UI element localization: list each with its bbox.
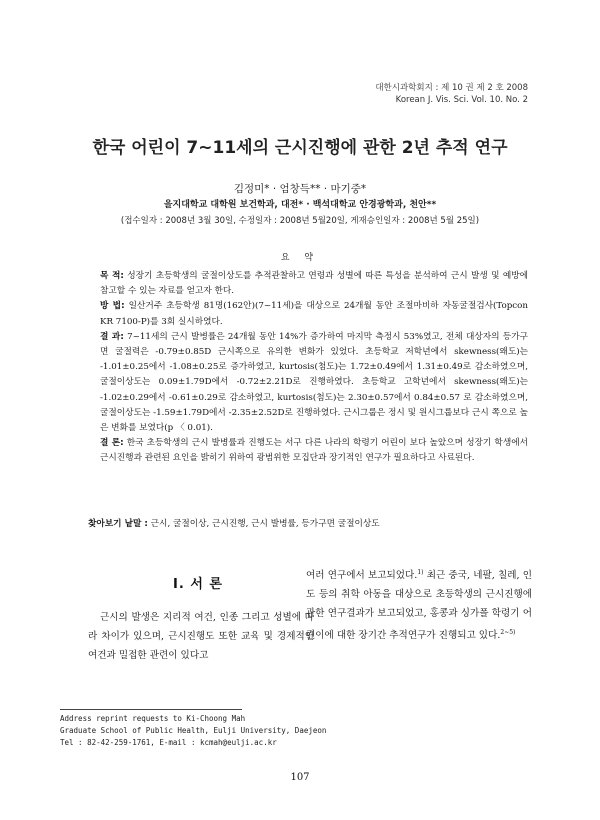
intro-right-text-1: 여러 연구에서 보고되었다. <box>306 570 418 582</box>
abstract <box>88 269 528 467</box>
method-text: 일산거주 초등학생 81명(162안)(7~11세)을 대상으로 24개월 동안 조절마비하 자동굴절검사(Topcon KR 7100-P)를 3회 실시하였다. <box>100 301 528 327</box>
abstract-method <box>88 299 528 329</box>
footnote-line-1: Address reprint requests to Ki-Choong Mah <box>60 714 246 723</box>
purpose-text: 성장기 초등학생의 굴절이상도를 추적관찰하고 연령과 성별에 따른 특성을 분석하여 근시 발생 및 예방에 참고할 수 있는 자료를 얻고자 한다. <box>100 271 529 297</box>
method-label: 방 법: <box>100 301 125 312</box>
conclusion-text: 한국 초등학생의 근시 발병률과 진행도는 서구 다른 나라의 학령기 어린이 보다 높았으며 성장기 학생에서 근시진행과 관련된 요인을 밝히기 위하여 광범위한 모집단과 장기적인 연구가 필요하다고 사료된다. <box>100 438 528 464</box>
journal-header <box>375 82 528 106</box>
footnote-line-2: Graduate School of Public Health, Eulji University, Daejeon <box>60 726 327 735</box>
abstract-result <box>88 330 528 436</box>
footnote-line-3: Tel : 82-42-259-1761, E-mail : kcmah@eulji.ac.kr <box>60 738 277 747</box>
section-title: I. 서 론 <box>173 577 223 592</box>
intro-left-column: 근시의 발생은 지리적 여건, 인종 그리고 성별에 따라 차이가 있으며, 근시진행도 또한 교육 및 경제적인 여건과 밀접한 관련이 있다고 <box>88 612 314 661</box>
abstract-heading: 요 약 <box>280 253 320 263</box>
intro-right-column <box>306 563 532 645</box>
footnote <box>60 713 326 749</box>
citation-2: 2~5) <box>500 629 516 637</box>
affiliation: 을지대학교 대학원 보건학과, 대전* · 백석대학교 안경광학과, 천안** <box>163 200 437 210</box>
journal-title-kr: 대한시과학회지 : 제 10 권 제 2 호 2008 <box>375 83 528 93</box>
authors: 김정미* · 엄창득** · 마기중* <box>233 183 367 195</box>
paper-title: 한국 어린이 7~11세의 근시진행에 관한 2년 추적 연구 <box>92 138 508 158</box>
result-label: 결 과: <box>100 331 124 342</box>
page-number: 107 <box>290 772 310 783</box>
keywords <box>88 517 528 529</box>
conclusion-label: 결 론: <box>100 438 124 449</box>
abstract-purpose <box>88 269 528 299</box>
keywords-label: 찾아보기 낱말 : <box>88 519 148 529</box>
footnote-divider <box>60 709 242 710</box>
journal-title-en: Korean J. Vis. Sci. Vol. 10. No. 2 <box>395 95 528 105</box>
submission-dates: (접수일자 : 2008년 3월 30일, 수정일자 : 2008년 5월20일, 게재승인일자 : 2008년 5월 25일) <box>120 216 480 226</box>
abstract-conclusion <box>88 436 528 466</box>
citation-1: 1) <box>417 569 424 576</box>
keywords-text: 근시, 굴절이상, 근시진행, 근시 발병률, 등가구면 굴절이상도 <box>150 519 380 529</box>
purpose-label: 목 적: <box>100 271 124 281</box>
result-text: 7~11세의 근시 발병률은 24개월 동안 14%가 증가하여 마지막 측정시 53%였고, 전체 대상자의 등가구면 굴절력은 -0.79±0.85D 근시쪽으로 유의한 변화가 있었다. 초등학교 저학년에서 skewness(왜도)는 -1.01±0.25에서 -1.08±0.25로 증가하였고, kurtosis(첨도)는 1.72±0.49에서 1.31±0.49로 감소하였으며, 굴절이상도는 0.09±1.79D에서 -0.72±2.21D로 진행하였다. 초등학교 고학년에서 skewness(왜도)는 -1.02±0.29에서 -0.61±0.29로 감소하였고, kurtosis(첨도)는 2.30±0.57에서 0.84±0.57 로 감소하였으며, 굴절이상도는 -1.59±1.79D에서 -2.35±2.52D로 진행하였다. 근시그룹은 정시 및 원시그룹보다 근시 쪽으로 높은 변화를 보였다(p 〈 0.01). <box>100 331 528 434</box>
intro-right-text-2: 최근 중국, 네팔, 칠레, 인도 등의 취학 아동을 대상으로 초등학생의 근시진행에 관한 연구결과가 보고되었고, 홍콩과 싱가폴 학령기 어린이에 대한 장기간 추적연구가 진행되고 있다. <box>306 570 532 642</box>
